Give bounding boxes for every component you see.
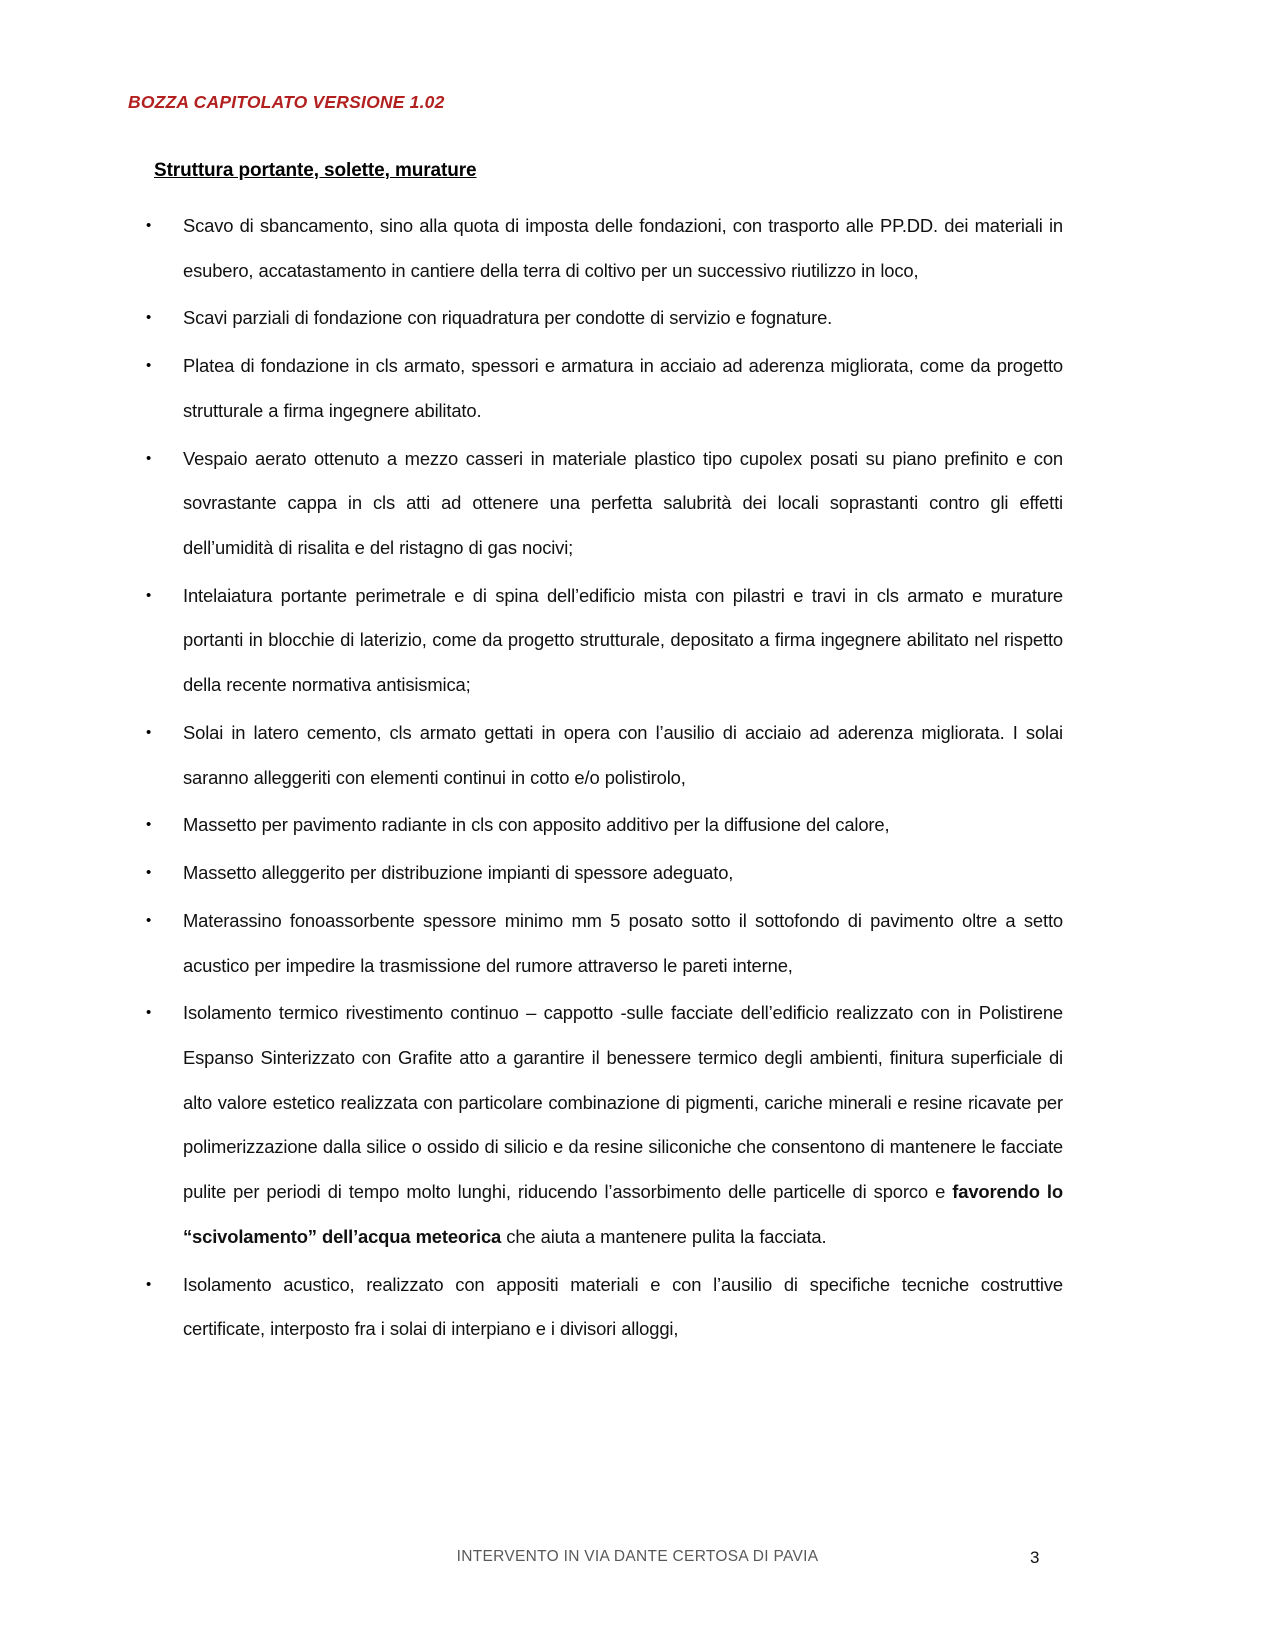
list-item-intelaiatura-portante <box>128 574 1063 708</box>
emphasis-text: favorendo lo “scivolamento” dell’acqua meteorica <box>183 1181 1063 1247</box>
list-item-text: • Isolamento acustico, realizzato con appositi materiali e con l’ausilio di specifiche tecniche costruttive certificate, interposto fra i solai di interpiano e i divisori alloggi, <box>183 1273 1063 1340</box>
list-item-isolamento-termico-cappotto <box>128 991 1063 1259</box>
list-item-text: • Intelaiatura portante perimetrale e di spina dell’edificio mista con pilastri e travi in cls armato e murature portanti in blocchie di laterizio, come da progetto strutturale, depositato a firma ingegnere abilitato nel rispetto della recente normativa antisismica; <box>183 584 1063 696</box>
footer-page-number: 3 <box>1030 1548 1040 1567</box>
list-item-massetto-alleggerito <box>128 851 1063 896</box>
list-item-scavo-di-sbancamento <box>128 204 1063 293</box>
list-item-solai-latero-cemento <box>128 711 1063 800</box>
list-item-text: • Scavi parziali di fondazione con riquadratura per condotte di servizio e fognature. <box>183 307 833 329</box>
list-item-text: • Solai in latero cemento, cls armato gettati in opera con l’ausilio di acciaio ad aderenza migliorata. I solai saranno alleggeriti con elementi continui in cotto e/o polistirolo, <box>183 721 1063 788</box>
text-before-emphasis: Isolamento termico rivestimento continuo – cappotto -sulle facciate dell’edificio realizzato con in Polistirene Espanso Sinterizzato con Grafite atto a garantire il benessere termico degli ambienti, finitura superficiale di alto valore estetico realizzata con particolare combinazione di pigmenti, cariche minerali e resine ricavate per polimerizzazione dalla silice o ossido di silicio e da resine siliconiche che consentono di mantenere le facciate pulite per periodi di tempo molto lunghi, riducendo l’assorbimento delle particelle di sporco e <box>183 1002 1063 1203</box>
page-footer <box>0 1548 1275 1588</box>
list-item-isolamento-acustico <box>128 1263 1063 1352</box>
specifications-list <box>128 204 1063 1352</box>
list-item-text: • Massetto alleggerito per distribuzione impianti di spessore adeguato, <box>183 862 734 884</box>
list-item-text: • Scavo di sbancamento, sino alla quota di imposta delle fondazioni, con trasporto alle PP.DD. dei materiali in esubero, accatastamento in cantiere della terra di coltivo per un successivo riutilizzo in loco, <box>183 215 1063 281</box>
list-item-massetto-pavimento-radiante <box>128 803 1063 848</box>
list-item-text: • Massetto per pavimento radiante in cls con apposito additivo per la diffusione del calore, <box>183 814 890 836</box>
document-body <box>128 160 1063 1355</box>
list-item-materassino-fonoassorbente <box>128 899 1063 988</box>
list-item-platea-di-fondazione <box>128 344 1063 433</box>
list-item-text: • Materassino fonoassorbente spessore minimo mm 5 posato sotto il sottofondo di pavimento oltre a setto acustico per impedire la trasmissione del rumore attraverso le pareti interne, <box>183 909 1063 976</box>
footer-project-title: INTERVENTO IN VIA DANTE CERTOSA DI PAVIA <box>456 1548 819 1565</box>
list-item-rich-text <box>183 991 1063 1259</box>
draft-version-header: BOZZA CAPITOLATO VERSIONE 1.02 <box>128 92 445 112</box>
list-item-scavi-parziali <box>128 296 1063 341</box>
list-item-vespaio-aerato <box>128 437 1063 571</box>
section-title: Struttura portante, solette, murature <box>154 160 477 181</box>
list-item-text: • Vespaio aerato ottenuto a mezzo casseri in materiale plastico tipo cupolex posati su piano prefinito e con sovrastante cappa in cls atti ad ottenere una perfetta salubrità dei locali soprastanti contro gli effetti dell’umidità di risalita e del ristagno di gas nocivi; <box>183 447 1063 559</box>
text-after-emphasis: che aiuta a mantenere pulita la facciata. <box>501 1225 827 1247</box>
list-item-text: • Platea di fondazione in cls armato, spessori e armatura in acciaio ad aderenza migliorata, come da progetto strutturale a firma ingegnere abilitato. <box>183 355 1063 421</box>
